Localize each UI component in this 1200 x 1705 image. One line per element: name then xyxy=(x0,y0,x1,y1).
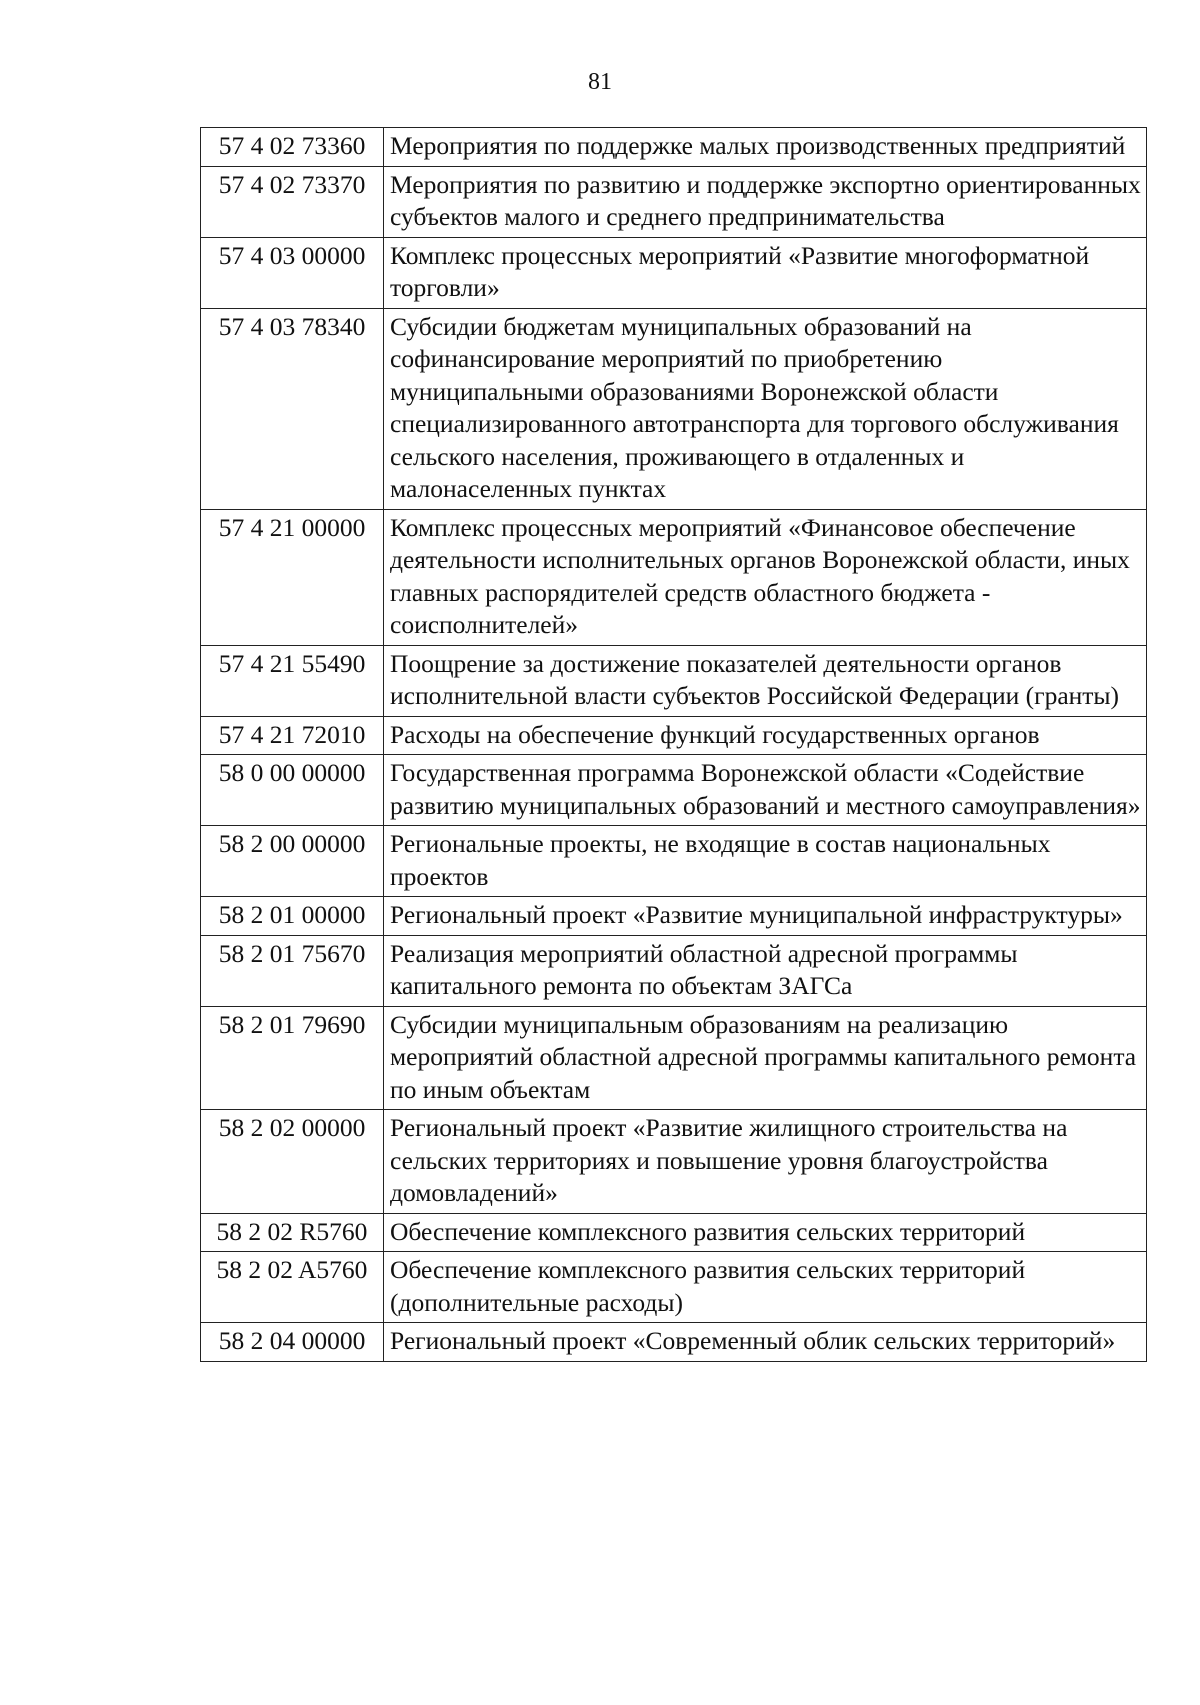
table-row xyxy=(201,237,1147,308)
row-code-cell: 58 2 01 00000 xyxy=(201,897,384,936)
row-code-cell: 57 4 02 73370 xyxy=(201,166,384,237)
row-description-cell: Обеспечение комплексного развития сельских территорий (дополнительные расходы) xyxy=(384,1252,1147,1323)
table-row xyxy=(201,826,1147,897)
row-code-cell: 58 2 04 00000 xyxy=(201,1323,384,1362)
row-description-cell: Мероприятия по развитию и поддержке экспортно ориентированных субъектов малого и среднего предпринимательства xyxy=(384,166,1147,237)
row-description-cell: Мероприятия по поддержке малых производственных предприятий xyxy=(384,128,1147,167)
budget-classification-table xyxy=(200,127,1147,1362)
row-description-cell: Субсидии муниципальным образованиям на реализацию мероприятий областной адресной программы капитального ремонта по иным объектам xyxy=(384,1006,1147,1110)
row-code-cell: 58 2 02 00000 xyxy=(201,1110,384,1214)
row-code-cell: 58 2 02 A5760 xyxy=(201,1252,384,1323)
row-code-cell: 57 4 03 00000 xyxy=(201,237,384,308)
row-description-cell: Субсидии бюджетам муниципальных образований на софинансирование мероприятий по приобретению муниципальными образованиями Воронежской области специализированного автотранспорта для торгового обслуживания сельского населения, проживающего в отдаленных и малонаселенных пунктах xyxy=(384,308,1147,509)
row-description-cell: Обеспечение комплексного развития сельских территорий xyxy=(384,1213,1147,1252)
row-code-cell: 57 4 21 00000 xyxy=(201,509,384,645)
table-row xyxy=(201,166,1147,237)
row-code-cell: 58 2 00 00000 xyxy=(201,826,384,897)
table-row xyxy=(201,1323,1147,1362)
row-code-cell: 57 4 03 78340 xyxy=(201,308,384,509)
row-code-cell: 58 2 01 79690 xyxy=(201,1006,384,1110)
row-code-cell: 58 2 01 75670 xyxy=(201,935,384,1006)
table-row xyxy=(201,1213,1147,1252)
row-code-cell: 57 4 21 72010 xyxy=(201,716,384,755)
table-row xyxy=(201,1252,1147,1323)
table-row xyxy=(201,1110,1147,1214)
table-row xyxy=(201,897,1147,936)
row-description-cell: Региональный проект «Современный облик сельских территорий» xyxy=(384,1323,1147,1362)
row-code-cell: 57 4 02 73360 xyxy=(201,128,384,167)
table-row xyxy=(201,935,1147,1006)
row-description-cell: Региональный проект «Развитие муниципальной инфраструктуры» xyxy=(384,897,1147,936)
row-code-cell: 57 4 21 55490 xyxy=(201,645,384,716)
table-row xyxy=(201,755,1147,826)
row-description-cell: Поощрение за достижение показателей деятельности органов исполнительной власти субъектов Российской Федерации (гранты) xyxy=(384,645,1147,716)
row-code-cell: 58 0 00 00000 xyxy=(201,755,384,826)
table-row xyxy=(201,645,1147,716)
row-description-cell: Региональные проекты, не входящие в состав национальных проектов xyxy=(384,826,1147,897)
page-number: 81 xyxy=(588,69,612,95)
table-body xyxy=(201,128,1147,1362)
table-row xyxy=(201,128,1147,167)
row-description-cell: Расходы на обеспечение функций государственных органов xyxy=(384,716,1147,755)
row-description-cell: Комплекс процессных мероприятий «Финансовое обеспечение деятельности исполнительных органов Воронежской области, иных главных распорядителей средств областного бюджета - соисполнителей» xyxy=(384,509,1147,645)
row-description-cell: Региональный проект «Развитие жилищного строительства на сельских территориях и повышение уровня благоустройства домовладений» xyxy=(384,1110,1147,1214)
row-description-cell: Государственная программа Воронежской области «Содействие развитию муниципальных образований и местного самоуправления» xyxy=(384,755,1147,826)
row-code-cell: 58 2 02 R5760 xyxy=(201,1213,384,1252)
table-row xyxy=(201,1006,1147,1110)
table-row xyxy=(201,509,1147,645)
table-row xyxy=(201,308,1147,509)
row-description-cell: Комплекс процессных мероприятий «Развитие многоформатной торговли» xyxy=(384,237,1147,308)
row-description-cell: Реализация мероприятий областной адресной программы капитального ремонта по объектам ЗАГСа xyxy=(384,935,1147,1006)
table-row xyxy=(201,716,1147,755)
